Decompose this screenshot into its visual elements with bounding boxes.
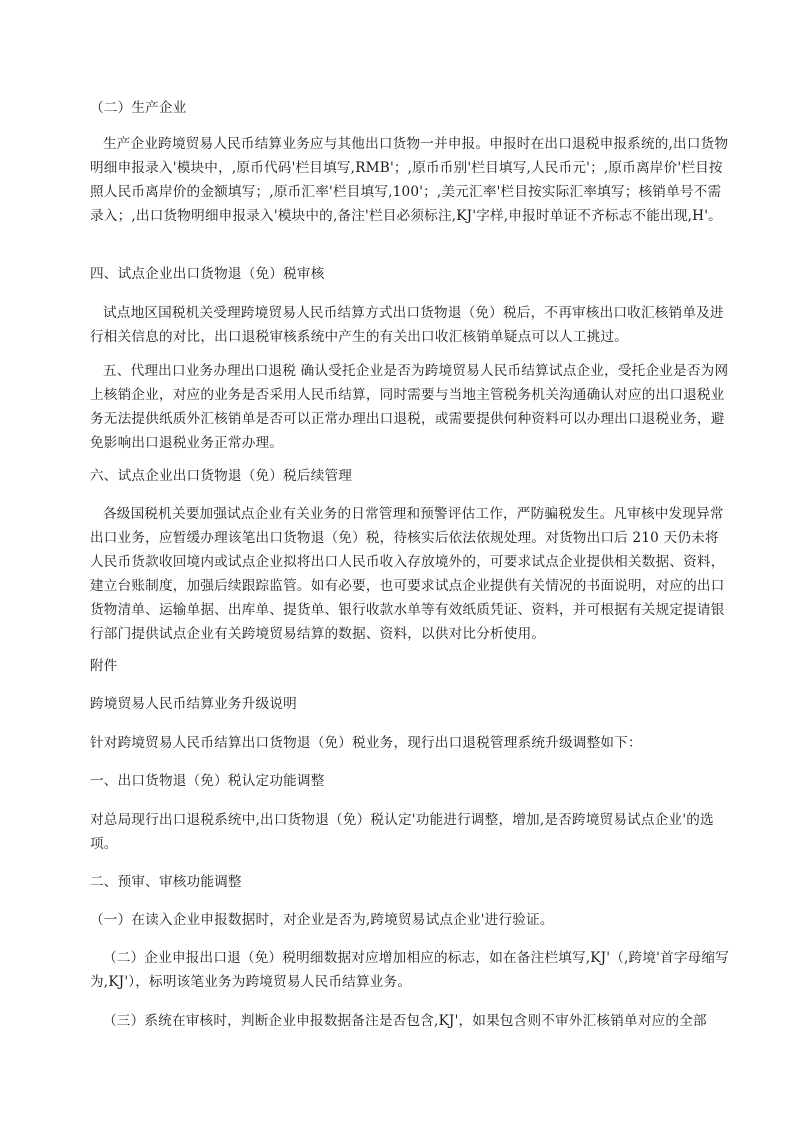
section-heading-6: 六、试点企业出口货物退（免）税后续管理 (90, 468, 353, 484)
section-heading-4: 四、试点企业出口货物退（免）税审核 (90, 266, 325, 282)
section-heading-adjust-2: 二、预审、审核功能调整 (90, 874, 242, 890)
paragraph-section-5: 五、代理出口业务办理出口退税 确认受托企业是否为跨境贸易人民币结算试点企业，受托企业是否为网上核销企业，对应的业务是否采用人民币结算，同时需要与当地主管税务机关沟通确认对应的出口退税业务无法提供纸质外汇核销单是否可以正常办理出口退税，或需要提供何种资料可以办理出口退税业务，避免影响出口退税业务正常办理。 (90, 363, 729, 451)
paragraph-production-enterprise: 生产企业跨境贸易人民币结算业务应与其他出口货物一并申报。申报时在出口退税申报系统的,出口货物明细申报录入'模块中，,原币代码'栏目填写,RMB'；,原币币别'栏目填写,人民币元'；,原币离岸价'栏目按照人民币离岸价的金额填写；,原币汇率'栏目填写,100'；,美元汇率'栏目按实际汇率填写；核销单号不需录入；,出口货物明细申报录入'模块中的,备注'栏目必须标注,KJ'字样,申报时单证不齐标志不能出现,H'。 (90, 136, 729, 224)
paragraph-section-6: 各级国税机关要加强试点企业有关业务的日常管理和预警评估工作，严防骗税发生。凡审核中发现异常出口业务，应暂缓办理该笔出口货物退（免）税，待核实后依法依规处理。对货物出口后 210 天仍未将人民币货款收回境内或试点企业拟将出口人民币收入存放境外的，可要求试点企业提供相关数据、资料，建立台账制度，加强后续跟踪监管。如有必要，也可要求试点企业提供有关情况的书面说明，对应的出口货物清单、运输单据、出库单、提货单、银行收款水单等有效纸质凭证、资料，并可根据有关规定提请银行部门提供试点企业有关跨境贸易结算的数据、资料，以供对比分析使用。 (90, 506, 725, 642)
paragraph-intro: 针对跨境贸易人民币结算出口货物退（免）税业务，现行出口退税管理系统升级调整如下： (90, 735, 642, 751)
attachment-label: 附件 (90, 658, 118, 674)
section-heading-production-enterprise: （二）生产企业 (90, 100, 187, 116)
paragraph-section-4: 试点地区国税机关受理跨境贸易人民币结算方式出口货物退（免）税后，不再审核出口收汇核销单及进行相关信息的对比，出口退税审核系统中产生的有关出口收汇核销单疑点可以人工挑过。 (90, 305, 724, 345)
attachment-title: 跨境贸易人民币结算业务升级说明 (90, 696, 297, 712)
paragraph-item-2: （二）企业申报出口退（免）税明细数据对应增加相应的标志，如在备注栏填写,KJ'（,跨境'首字母缩写为,KJ'），标明该笔业务为跨境贸易人民币结算业务。 (90, 950, 730, 990)
paragraph-adjust-1: 对总局现行出口退税系统中,出口货物退（免）税认定'功能进行调整，增加,是否跨境贸易试点企业'的选项。 (90, 812, 714, 852)
paragraph-item-1: （一）在读入企业申报数据时，对企业是否为,跨境贸易试点企业'进行验证。 (90, 912, 554, 928)
paragraph-item-3: （三）系统在审核时，判断企业申报数据备注是否包含,KJ'，如果包含则不审外汇核销单对应的全部 (103, 1013, 707, 1029)
section-heading-adjust-1: 一、出口货物退（免）税认定功能调整 (90, 773, 325, 789)
